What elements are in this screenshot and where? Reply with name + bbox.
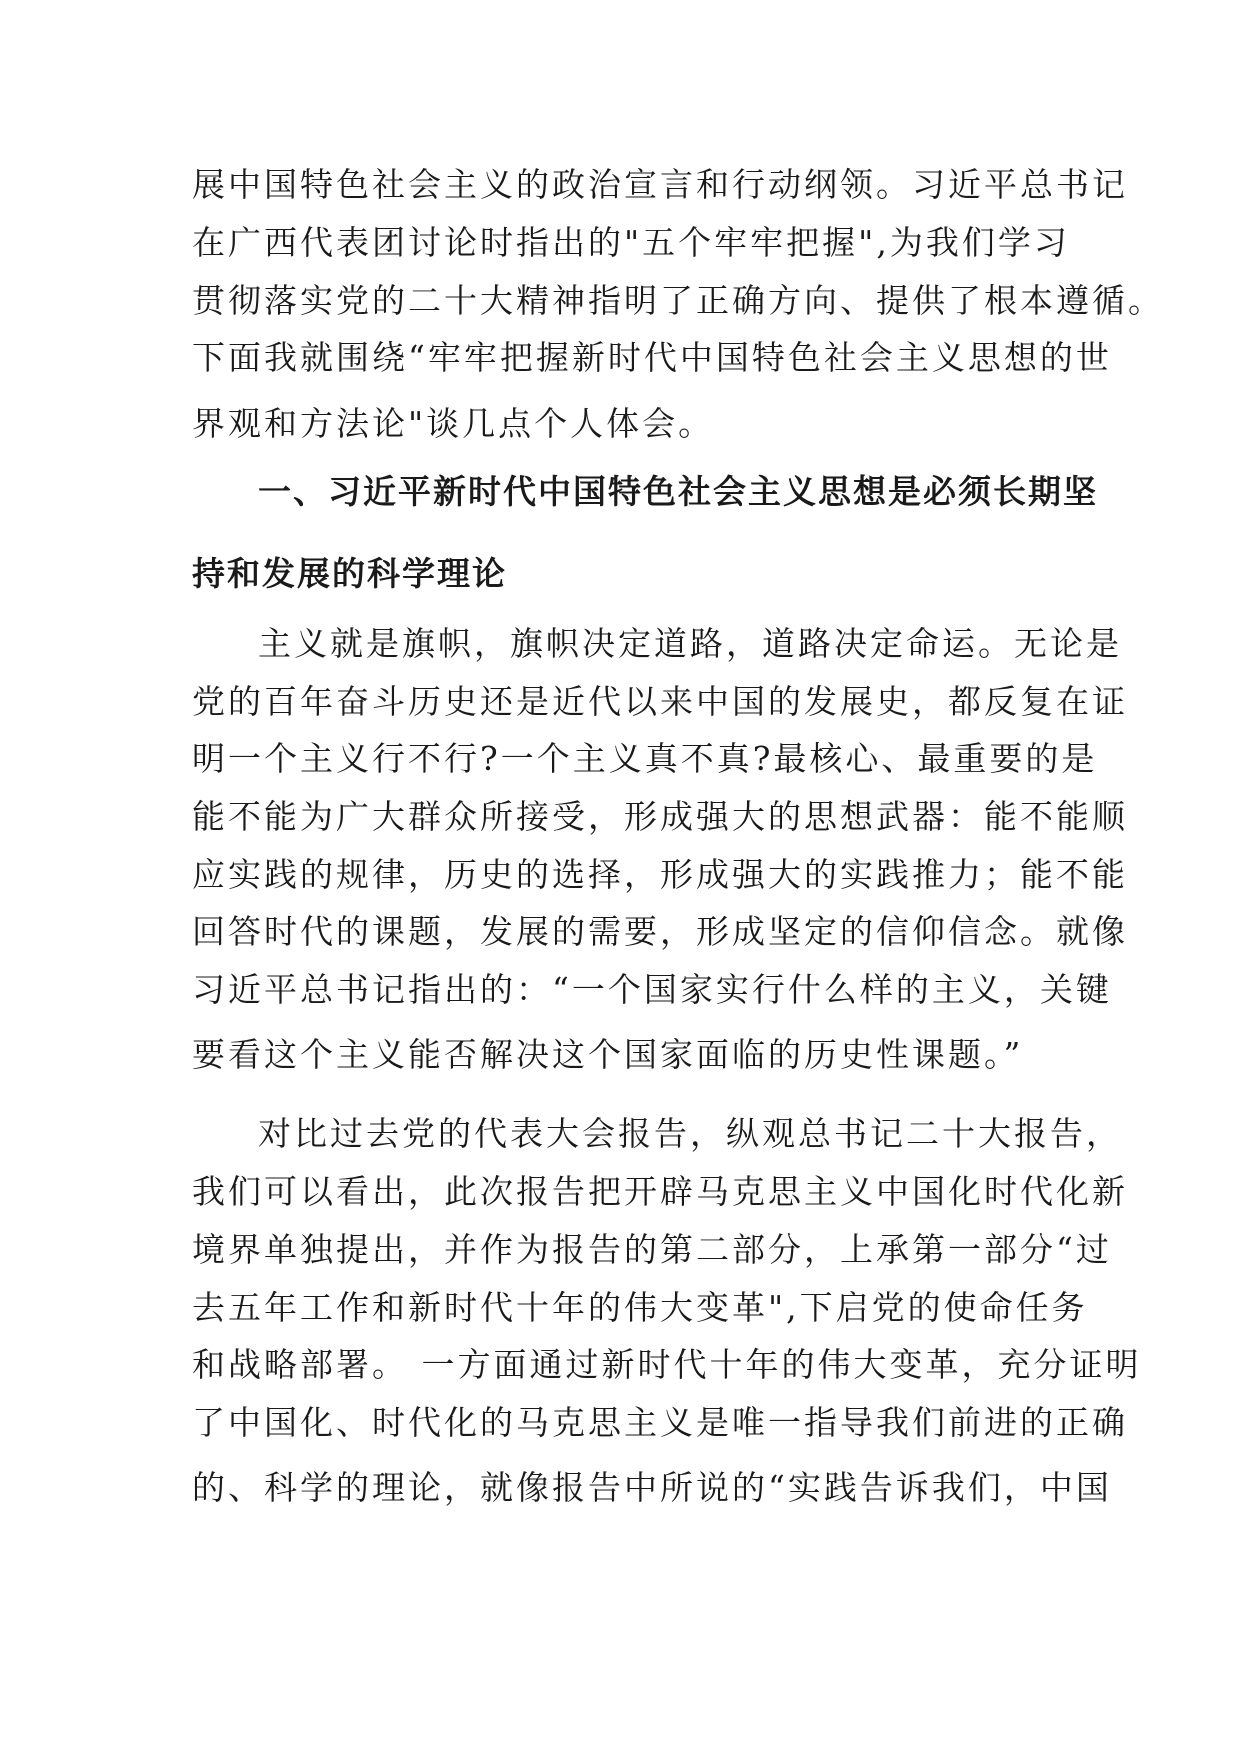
paragraph-line: 能不能为广大群众所接受，形成强大的思想武器：能不能顺: [192, 797, 1128, 836]
paragraph-line: 和战略部署。 一方面通过新时代十年的伟大变革，充分证明: [192, 1345, 1142, 1384]
paragraph-line: 境界单独提出，并作为报告的第二部分，上承第一部分“过: [192, 1230, 1112, 1269]
text-line: 下面我就围绕“牢牢把握新时代中国特色社会主义思想的世: [192, 338, 1112, 377]
paragraph-line: 习近平总书记指出的：“一个国家实行什么样的主义，关键: [192, 970, 1112, 1009]
paragraph-line: 党的百年奋斗历史还是近代以来中国的发展史，都反复在证: [192, 682, 1128, 721]
paragraph-line: 主义就是旗帜，旗帜决定道路，道路决定命运。无论是: [258, 624, 1122, 663]
paragraph-line: 回答时代的课题，发展的需要，形成坚定的信仰信念。就像: [192, 912, 1128, 951]
paragraph-line: 的、科学的理论，就像报告中所说的“实践告诉我们，中国: [192, 1468, 1112, 1507]
paragraph-line: 去五年工作和新时代十年的伟大变革",下启党的使命任务: [192, 1288, 1088, 1327]
text-line: 贯彻落实党的二十大精神指明了正确方向、提供了根本遵循。: [192, 281, 1164, 320]
section-heading: 持和发展的科学理论: [192, 554, 507, 593]
paragraph-line: 对比过去党的代表大会报告，纵观总书记二十大报告，: [258, 1114, 1122, 1153]
text-line: 展中国特色社会主义的政治宣言和行动纲领。习近平总书记: [192, 165, 1128, 204]
text-line: 界观和方法论"谈几点个人体会。: [192, 404, 715, 443]
paragraph-line: 我们可以看出，此次报告把开辟马克思主义中国化时代化新: [192, 1172, 1128, 1211]
paragraph-line: 要看这个主义能否解决这个国家面临的历史性课题。”: [192, 1035, 1024, 1074]
paragraph-line: 明一个主义行不行?一个主义真不真?最核心、最重要的是: [192, 739, 1098, 778]
paragraph-line: 应实践的规律，历史的选择，形成强大的实践推力；能不能: [192, 855, 1128, 894]
text-line: 在广西代表团讨论时指出的"五个牢牢把握",为我们学习: [192, 223, 1070, 262]
paragraph-line: 了中国化、时代化的马克思主义是唯一指导我们前进的正确: [192, 1403, 1128, 1442]
section-heading: 一、习近平新时代中国特色社会主义思想是必须长期坚: [258, 472, 1098, 511]
